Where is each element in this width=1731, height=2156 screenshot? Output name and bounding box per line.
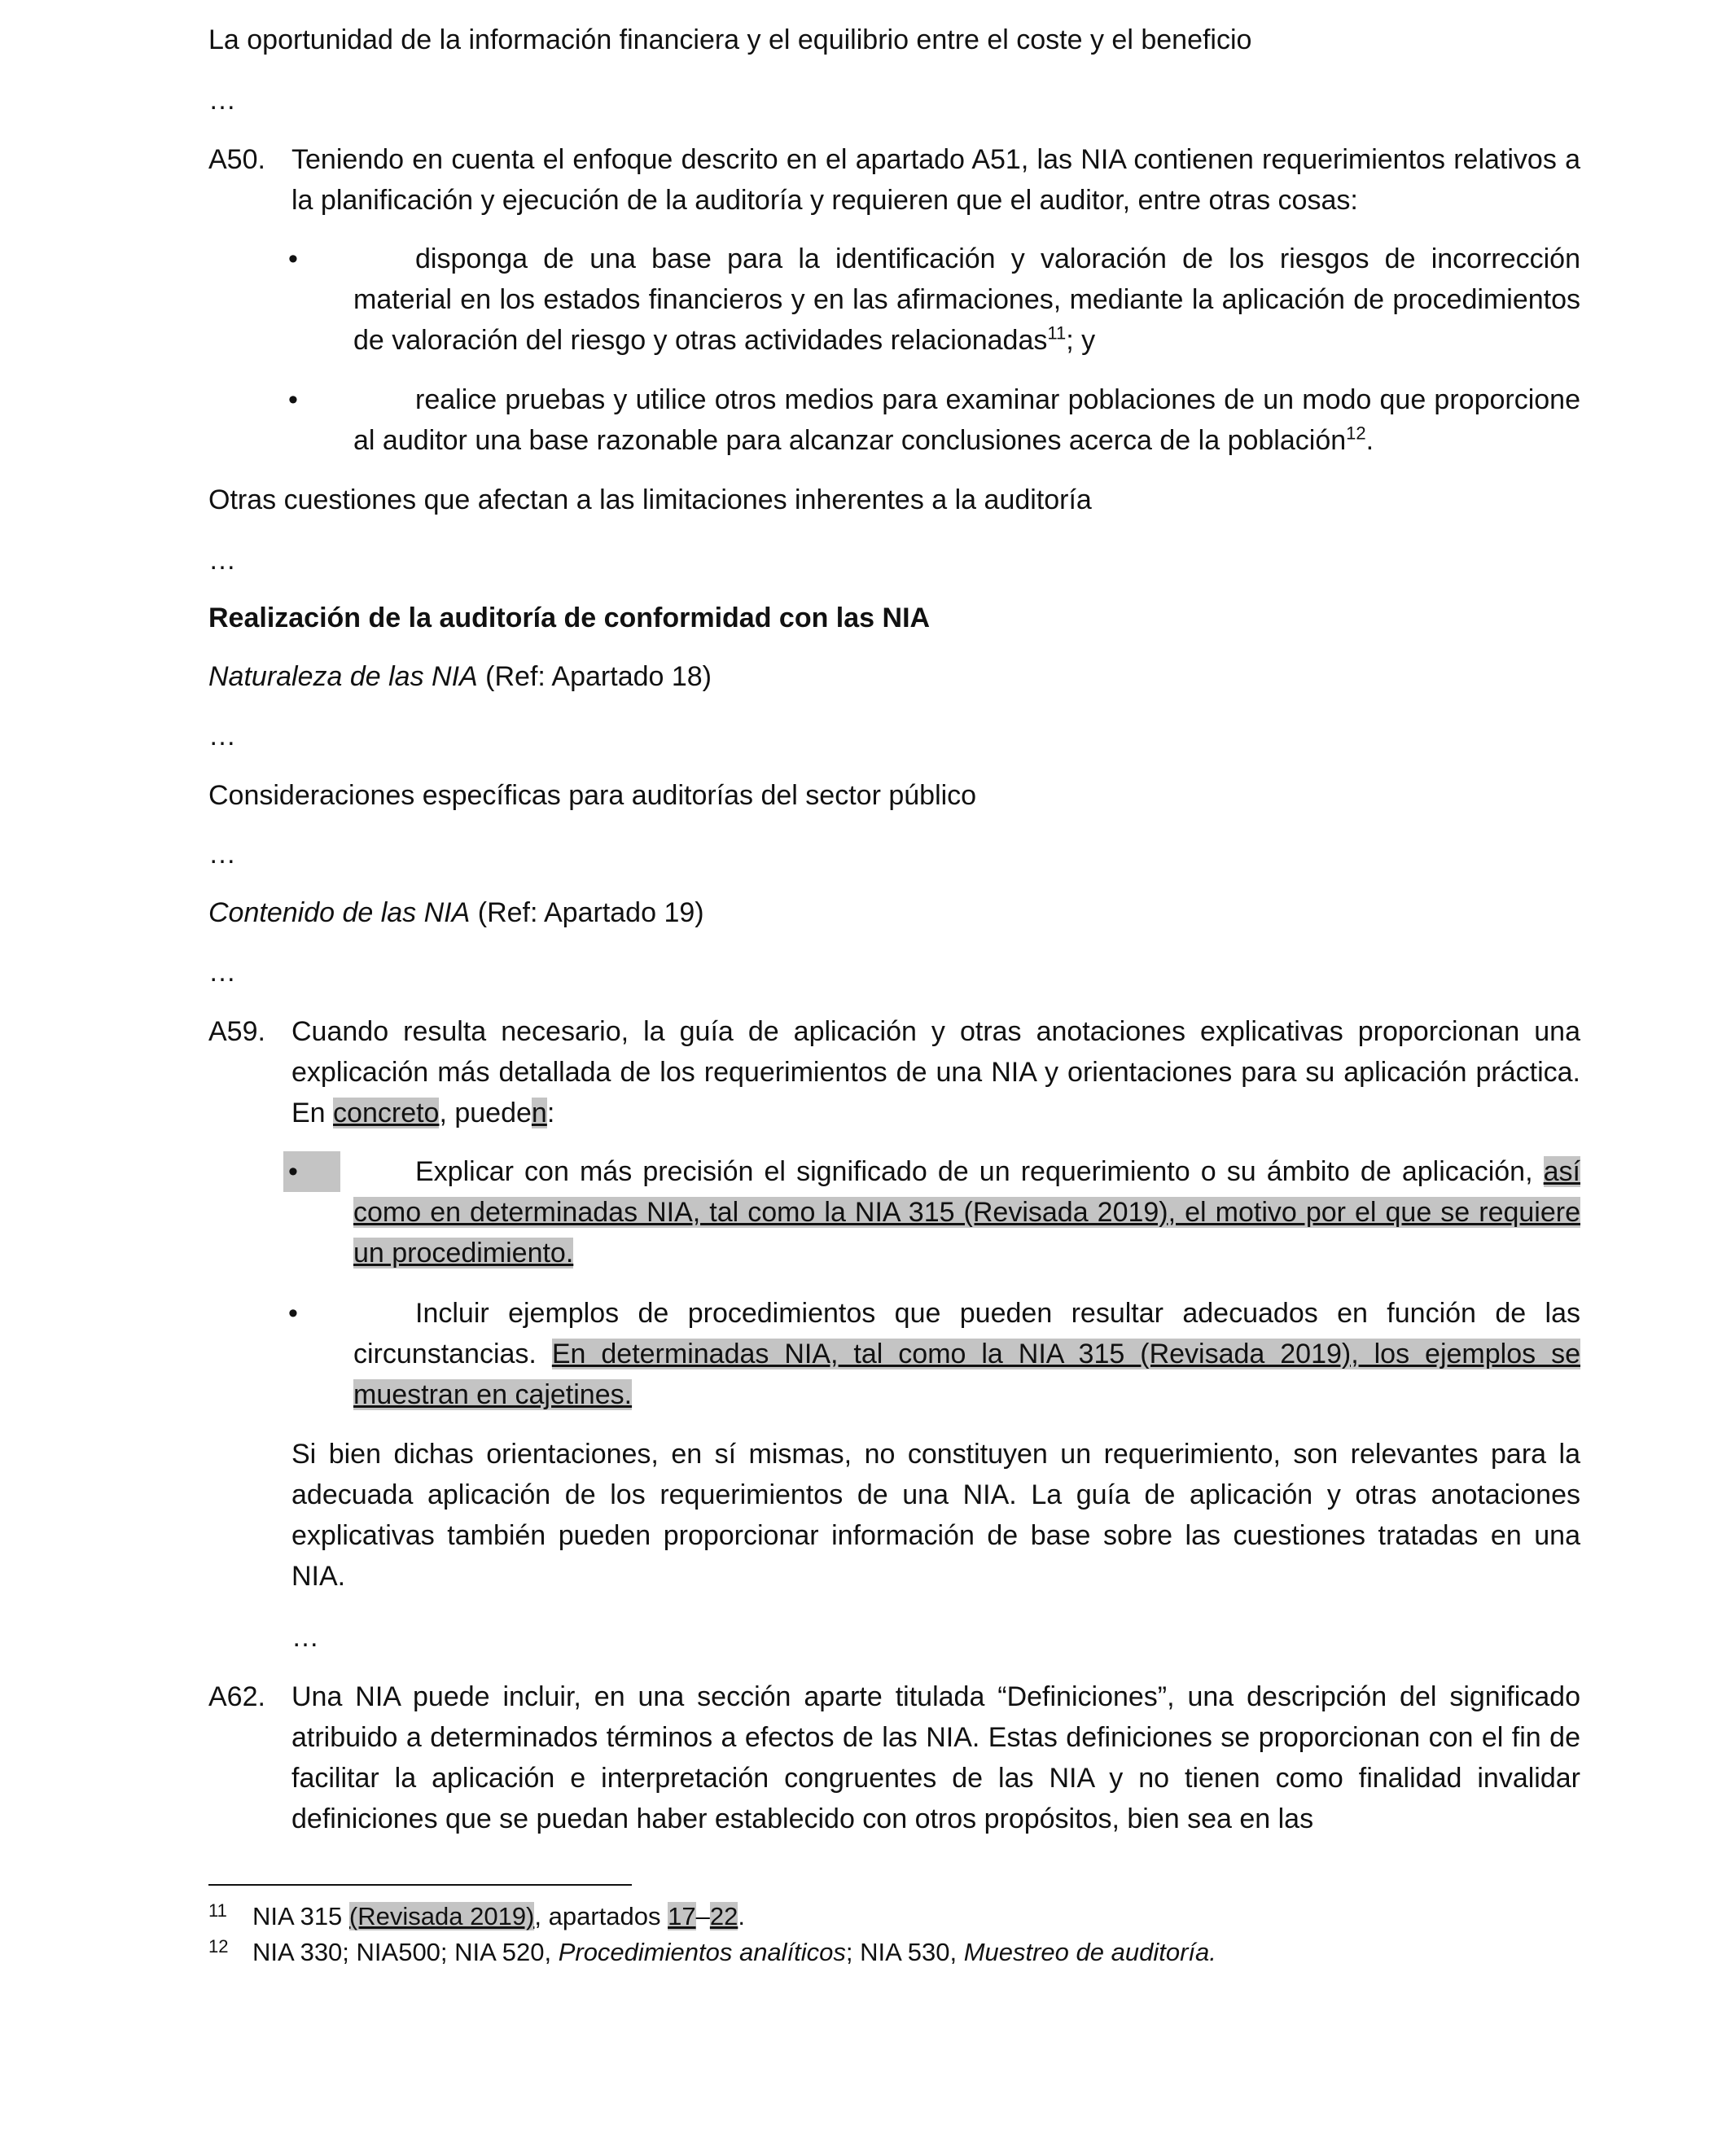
paragraph-label: A50. [208, 144, 265, 175]
paragraph-a62 [208, 1676, 1580, 1839]
ellipsis: … [208, 85, 236, 116]
footnote-ref: 12 [1346, 423, 1366, 444]
highlighted-text: concreto [333, 1098, 440, 1128]
footnote-11: 11 NIA 315 (Revisada 2019), apartados 17–22. [208, 1900, 745, 1930]
bullet-icon: • [288, 243, 298, 274]
highlighted-text: 22 [709, 1902, 738, 1930]
list-item-text: Explicar con más precisión el significado de un requerimiento o su ámbito de aplicación, [415, 1156, 1544, 1187]
footnote-separator [208, 1884, 632, 1886]
ellipsis: … [208, 839, 236, 870]
paragraph-text: Cuando resulta necesario, la guía de aplicación y otras anotaciones explicativas proporcionan una explicación más detallada de los requerimientos de una NIA y orientaciones para su aplicación práctica. En concreto, pueden: [291, 1016, 1580, 1128]
subheading-contenido: Contenido de las NIA (Ref: Apartado 19) [208, 897, 704, 928]
highlighted-text: (Revisada 2019) [348, 1902, 535, 1930]
footnote-12: 12 NIA 330; NIA500; NIA 520, Procedimientos analíticos; NIA 530, Muestreo de auditoría. [208, 1936, 1216, 1966]
paragraph-label: A59. [208, 1016, 265, 1047]
bullet-icon: • [288, 384, 298, 415]
ellipsis: … [208, 545, 236, 576]
ellipsis: … [208, 721, 236, 752]
list-item-text: disponga de una base para la identificación y valoración de los riesgos de incorrección material en los estados financieros y en las afirmaciones, mediante la aplicación de procedimientos de valoración del riesgo y otras actividades relacionadas [353, 243, 1580, 356]
list-item [288, 1293, 1580, 1415]
heading-oportunidad: La oportunidad de la información financiera y el equilibrio entre el coste y el beneficio [208, 24, 1252, 55]
paragraph-text: Una NIA puede incluir, en una sección aparte titulada “Definiciones”, una descripción del significado atribuido a determinados términos a efectos de las NIA. Estas definiciones se proporcionan con el fin de facilitar la aplicación e interpretación congruentes de las NIA y no tienen como finalidad invalidar definiciones que se puedan haber establecido con otros propósitos, bien sea en las [291, 1681, 1580, 1834]
bullet-icon: • [283, 1151, 340, 1192]
subheading-naturaleza: Naturaleza de las NIA (Ref: Apartado 18) [208, 661, 712, 692]
list-item: • disponga de una base para la identificación y valoración de los riesgos de incorrección material en los estados financieros y en las afirmaciones, mediante la aplicación de procedimientos de valoración del riesgo y otras actividades relacionadas$^{11}$; y [291, 239, 1580, 361]
paragraph-a59-closing: Si bien dichas orientaciones, en sí mismas, no constituyen un requerimiento, son relevantes para la adecuada aplicación de los requerimientos de una NIA. La guía de aplicación y otras anotaciones explicativas también pueden proporcionar información de base sobre las cuestiones tratadas en una NIA. [291, 1439, 1580, 1592]
footnote-ref: 11 [1047, 322, 1067, 344]
paragraph-label: A62. [208, 1681, 265, 1712]
section-title: Realización de la auditoría de conformidad con las NIA [208, 603, 931, 633]
list-item-text: realice pruebas y utilice otros medios para examinar poblaciones de un modo que proporcione al auditor una base razonable para alcanzar conclusiones acerca de la población [353, 384, 1580, 456]
highlighted-text: 17 [668, 1902, 696, 1930]
highlighted-text: En determinadas NIA, tal como la NIA 315 (Revisada 2019), los ejemplos se muestran en cajetines. [353, 1339, 1580, 1410]
ellipsis: … [291, 1622, 319, 1653]
paragraph-a59 [208, 1011, 1580, 1133]
ellipsis: … [208, 957, 236, 988]
highlighted-text: n [531, 1098, 547, 1128]
paragraph-text: Teniendo en cuenta el enfoque descrito en el apartado A51, las NIA contienen requerimientos relativos a la planificación y ejecución de la auditoría y requieren que el auditor, entre otras cosas: [291, 144, 1580, 216]
paragraph-a50 [208, 139, 1580, 221]
bullet-icon: • [288, 1298, 298, 1329]
footnote-number: 12 [208, 1936, 229, 1957]
footnote-number: 11 [208, 1900, 227, 1921]
heading-otras-cuestiones: Otras cuestiones que afectan a las limitaciones inherentes a la auditoría [208, 484, 1092, 515]
list-item-text: Incluir ejemplos de procedimientos que pueden resultar adecuados en función de las circunstancias. [353, 1298, 1580, 1369]
highlighted-text: así como en determinadas NIA, tal como la NIA 315 (Revisada 2019), el motivo por el que se requiere un procedimiento. [353, 1156, 1580, 1269]
list-item [288, 1151, 1580, 1273]
subheading-consideraciones: Consideraciones específicas para auditorías del sector público [208, 780, 977, 811]
list-item: • realice pruebas y utilice otros medios para examinar poblaciones de un modo que proporcione al auditor una base razonable para alcanzar conclusiones acerca de la población$^{12}$. [291, 379, 1580, 461]
